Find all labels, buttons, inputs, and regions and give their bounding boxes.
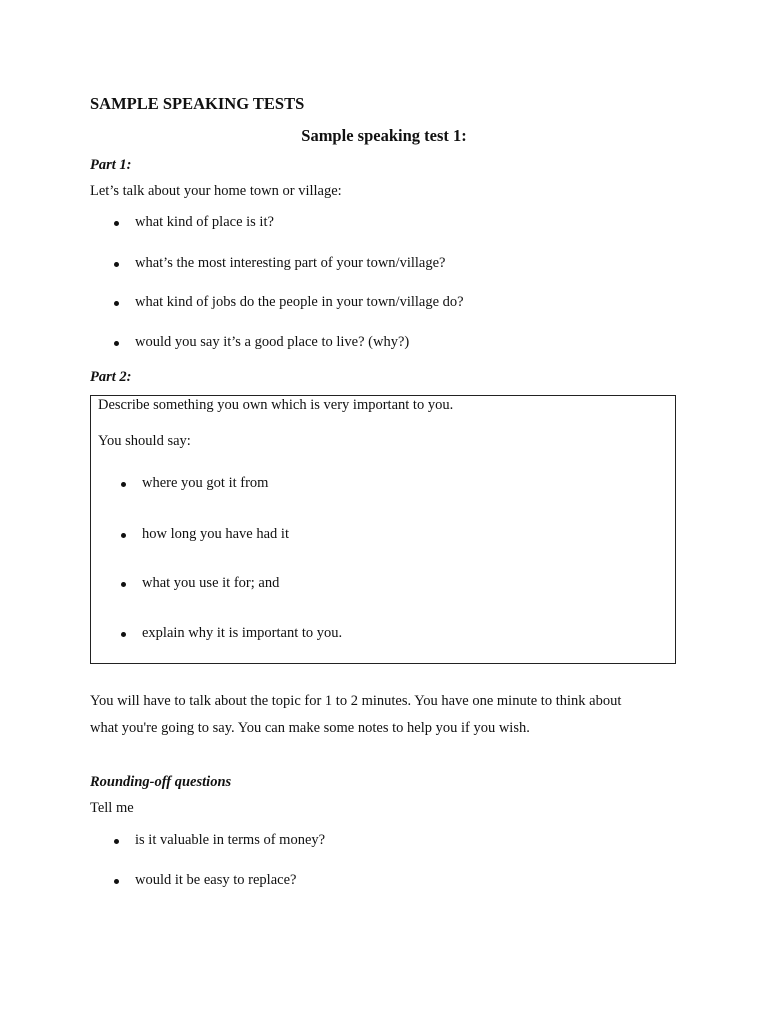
rounding-off-label: Rounding-off questions [90, 774, 232, 790]
bullet-dot [121, 533, 126, 538]
bullet-dot [114, 341, 119, 346]
list-item-text: explain why it is important to you. [142, 625, 343, 641]
list-item-text: what’s the most interesting part of your town/village? [135, 255, 446, 271]
bullet-dot [114, 879, 119, 884]
instructions-line-2: what you're going to say. You can make some notes to help you if you wish. [90, 720, 530, 736]
bullet-dot [114, 221, 119, 226]
rounding-off-intro: Tell me [90, 800, 134, 816]
bullet-dot [121, 582, 126, 587]
list-item-text: what kind of jobs do the people in your town/village do? [135, 294, 464, 310]
part1-label: Part 1: [90, 157, 132, 173]
cue-card-should-say: You should say: [98, 433, 191, 449]
bullet-dot [114, 839, 119, 844]
list-item-text: where you got it from [142, 475, 269, 491]
list-item-text: is it valuable in terms of money? [135, 832, 326, 848]
part2-label: Part 2: [90, 369, 132, 385]
bullet-dot [114, 262, 119, 267]
list-item-text: would you say it’s a good place to live? (why?) [135, 334, 410, 350]
bullet-dot [114, 301, 119, 306]
list-item-text: how long you have had it [142, 526, 289, 542]
bullet-dot [121, 482, 126, 487]
part1-intro: Let’s talk about your home town or village: [90, 183, 342, 199]
bullet-dot [121, 632, 126, 637]
document-heading: SAMPLE SPEAKING TESTS [90, 94, 305, 113]
cue-card-task: Describe something you own which is very important to you. [98, 397, 454, 413]
test-title: Sample speaking test 1: [301, 126, 467, 145]
list-item-text: what you use it for; and [142, 575, 280, 591]
instructions-line-1: You will have to talk about the topic for 1 to 2 minutes. You have one minute to think about [90, 693, 622, 709]
list-item-text: would it be easy to replace? [135, 872, 297, 888]
list-item-text: what kind of place is it? [135, 214, 274, 230]
